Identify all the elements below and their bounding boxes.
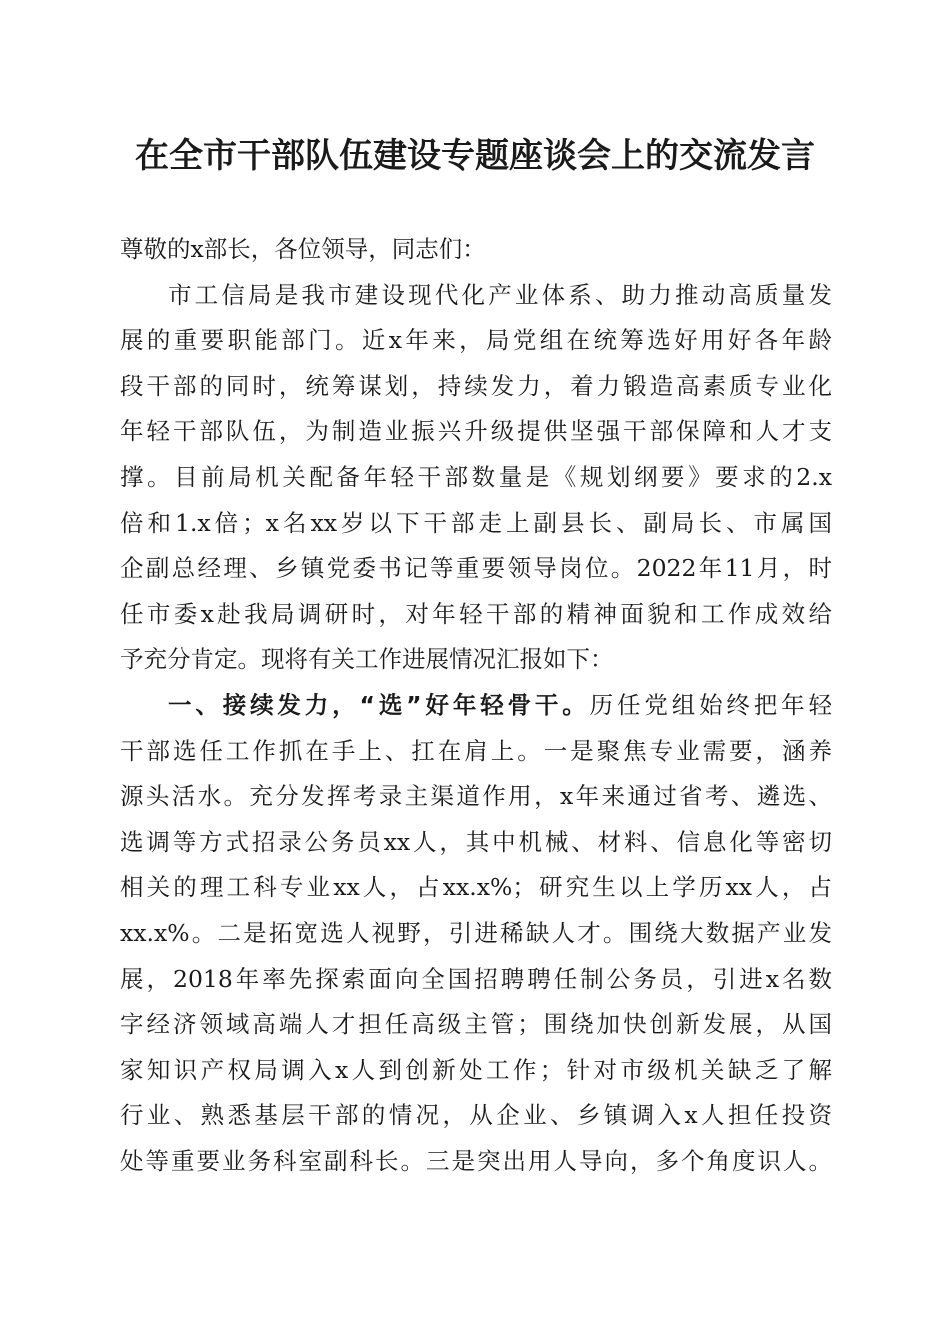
paragraph-line: 展，2018年率先探索面向全国招聘聘任制公务员，引进x名数	[120, 964, 832, 993]
paragraph-line: 处等重要业务科室副科长。三是突出用人导向，多个角度识人。	[120, 1146, 832, 1175]
paragraph-line: 干部选任工作抓在手上、扛在肩上。一是聚焦专业需要，涵养	[120, 736, 832, 765]
paragraph-line: 相关的理工科专业xx人，占xx.x%；研究生以上学历xx人，占	[120, 873, 832, 902]
paragraph-line: 展的重要职能部门。近x年来，局党组在统筹选好用好各年龄	[120, 326, 832, 355]
paragraph-line: 段干部的同时，统筹谋划，持续发力，着力锻造高素质专业化	[120, 371, 832, 400]
section-heading: 一、接续发力，“选”好年轻骨干。	[168, 690, 590, 719]
paragraph-line: 予充分肯定。现将有关工作进展情况汇报如下：	[120, 645, 614, 674]
section-heading-line	[120, 683, 832, 729]
paragraph-line: 选调等方式招录公务员xx人，其中机械、材料、信息化等密切	[120, 827, 832, 856]
paragraph-line: 市工信局是我市建设现代化产业体系、助力推动高质量发	[168, 280, 832, 309]
paragraph-line: 撑。目前局机关配备年轻干部数量是《规划纲要》要求的2.x	[120, 462, 832, 491]
paragraph-line: 源头活水。充分发挥考录主渠道作用，x年来通过省考、遴选、	[120, 782, 832, 811]
paragraph-line: 任市委x赴我局调研时，对年轻干部的精神面貌和工作成效给	[120, 599, 832, 628]
document-title: 在全市干部队伍建设专题座谈会上的交流发言	[135, 136, 815, 176]
paragraph-line: 行业、熟悉基层干部的情况，从企业、乡镇调入x人担任投资	[120, 1101, 832, 1130]
document-body	[120, 227, 832, 1184]
salutation: 尊敬的x部长，各位领导，同志们：	[120, 235, 486, 263]
paragraph-line: 字经济领域高端人才担任高级主管；围绕加快创新发展，从国	[120, 1010, 832, 1039]
paragraph-line: 倍和1.x倍；x名xx岁以下干部走上副县长、副局长、市属国	[120, 508, 832, 537]
paragraph-line: 企副总经理、乡镇党委书记等重要领导岗位。2022年11月，时	[120, 554, 832, 583]
section-heading-rest: 历任党组始终把年轻	[589, 690, 832, 719]
paragraph-line: xx.x%。二是拓宽选人视野，引进稀缺人才。围绕大数据产业发	[120, 918, 832, 947]
paragraph-line: 家知识产权局调入x人到创新处工作；针对市级机关缺乏了解	[120, 1055, 832, 1084]
paragraph-line: 年轻干部队伍，为制造业振兴升级提供坚强干部保障和人才支	[120, 417, 832, 446]
